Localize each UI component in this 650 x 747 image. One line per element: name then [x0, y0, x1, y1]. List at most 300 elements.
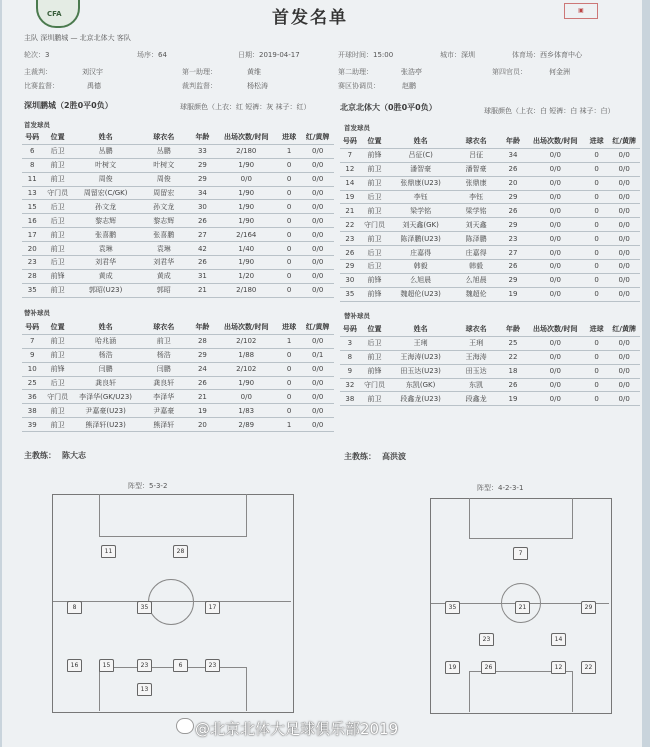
player-shirt-icon: 29: [581, 601, 596, 614]
table-cell: 25: [22, 376, 42, 390]
table-cell: 周俊: [73, 172, 138, 186]
table-cell: 前卫: [360, 204, 390, 218]
table-cell: 李泽华(GK/U23): [73, 390, 138, 404]
table-cell: 2/180: [216, 283, 277, 297]
table-cell: 1: [277, 334, 301, 348]
table-cell: 0/0: [301, 242, 334, 256]
away-coach: 主教练： 高洪波: [344, 452, 406, 461]
column-header: 红/黄牌: [608, 323, 640, 336]
table-cell: 前卫: [42, 242, 73, 256]
table-cell: 0/0: [526, 364, 585, 378]
table-cell: 0/0: [301, 283, 334, 297]
table-cell: 0/1: [301, 348, 334, 362]
column-header: 出场次数/时间: [216, 321, 277, 334]
table-row: [340, 246, 640, 260]
column-header: 球衣名: [452, 323, 500, 336]
column-header: 出场次数/时间: [526, 135, 585, 148]
player-shirt-icon: 12: [551, 661, 566, 674]
column-header: 号码: [22, 131, 42, 144]
table-cell: 前卫: [138, 334, 189, 348]
table-cell: 0/0: [526, 392, 585, 406]
player-shirt-icon: 13: [137, 683, 152, 696]
table-cell: 么旭晨: [452, 273, 500, 287]
table-cell: 2/89: [216, 418, 277, 432]
table-cell: 0/0: [301, 228, 334, 242]
table-cell: 35: [22, 283, 42, 297]
table-cell: 0/0: [301, 186, 334, 200]
table-cell: 韩毅: [389, 260, 452, 274]
table-cell: 0: [585, 260, 609, 274]
home-team-title: 深圳鹏城（2胜0平0负）: [24, 101, 113, 110]
table-cell: 0/0: [608, 162, 640, 176]
table-cell: 0: [585, 287, 609, 301]
table-cell: 王海涛(U23): [389, 350, 452, 364]
column-header: 姓名: [73, 321, 138, 334]
table-cell: 0/0: [526, 378, 585, 392]
table-cell: 孙文龙: [138, 200, 189, 214]
table-cell: 龚良轩: [73, 376, 138, 390]
player-shirt-icon: 8: [67, 601, 82, 614]
table-cell: 0/0: [526, 287, 585, 301]
table-cell: 叶树文: [138, 158, 189, 172]
table-cell: 42: [189, 242, 216, 256]
table-cell: 7: [22, 334, 42, 348]
table-cell: 梁学铭: [389, 204, 452, 218]
table-cell: 26: [500, 260, 525, 274]
table-cell: 袁琳: [73, 242, 138, 256]
table-cell: 27: [500, 246, 525, 260]
table-row: [340, 364, 640, 378]
table-cell: 0: [585, 273, 609, 287]
table-cell: 0/0: [216, 390, 277, 404]
table-cell: 12: [340, 162, 360, 176]
fourth-official-info: 第四官员： 何金洲: [492, 68, 570, 76]
table-cell: 0: [585, 204, 609, 218]
table-cell: 前卫: [360, 392, 390, 406]
table-cell: 闫鹏: [138, 362, 189, 376]
table-cell: 前卫: [42, 172, 73, 186]
table-cell: 0/0: [608, 364, 640, 378]
table-cell: 22: [500, 350, 525, 364]
table-cell: 26: [189, 256, 216, 270]
stadium-info: 体育场：西乡体育中心: [512, 51, 582, 59]
table-cell: 1/90: [216, 186, 277, 200]
table-cell: 0: [585, 190, 609, 204]
table-cell: 熊泽轩(U23): [73, 418, 138, 432]
column-header: 进球: [277, 321, 301, 334]
table-row: [22, 256, 334, 270]
table-cell: 7: [340, 148, 360, 162]
table-cell: 叶树文: [73, 158, 138, 172]
table-row: [340, 204, 640, 218]
player-shirt-icon: 7: [513, 547, 528, 560]
column-header: 年龄: [500, 135, 525, 148]
table-cell: 2/102: [216, 334, 277, 348]
column-header: 位置: [42, 131, 73, 144]
table-cell: 闫鹏: [73, 362, 138, 376]
table-cell: 后卫: [360, 260, 390, 274]
ref-supervisor-info: 裁判监督： 杨松涛: [182, 82, 268, 90]
home-starters-label: 首发球员: [24, 121, 50, 129]
table-cell: 前锋: [360, 287, 390, 301]
table-row: [22, 283, 334, 297]
table-cell: 1/40: [216, 242, 277, 256]
table-row: [22, 172, 334, 186]
table-cell: 20: [189, 418, 216, 432]
table-row: [22, 269, 334, 283]
table-cell: 0: [277, 172, 301, 186]
table-cell: 前卫: [42, 228, 73, 242]
table-cell: 0/0: [301, 418, 334, 432]
table-row: [340, 232, 640, 246]
table-cell: 0: [585, 246, 609, 260]
table-cell: 34: [500, 148, 525, 162]
table-cell: 前卫: [360, 176, 390, 190]
table-cell: 李钰: [452, 190, 500, 204]
table-cell: 前卫: [360, 162, 390, 176]
table-cell: 26: [189, 376, 216, 390]
table-cell: 庄嘉得: [452, 246, 500, 260]
player-shirt-icon: 23: [479, 633, 494, 646]
column-header: 出场次数/时间: [216, 131, 277, 144]
table-row: [340, 336, 640, 350]
table-cell: 0: [585, 218, 609, 232]
table-cell: 刘天鑫: [452, 218, 500, 232]
table-cell: 0: [585, 378, 609, 392]
table-cell: 17: [22, 228, 42, 242]
table-cell: 1/90: [216, 214, 277, 228]
table-cell: 1/90: [216, 256, 277, 270]
date-info: 日期：2019-04-17: [238, 51, 300, 59]
table-cell: 0/0: [526, 246, 585, 260]
home-colors: 球服颜色（上衣：红 短裤：灰 袜子：红）: [180, 103, 311, 111]
table-cell: 0/0: [526, 273, 585, 287]
player-shirt-icon: 21: [515, 601, 530, 614]
round-info: 轮次：3: [24, 51, 50, 59]
table-row: [22, 186, 334, 200]
table-cell: 黎志辉: [73, 214, 138, 228]
table-cell: 0/0: [301, 172, 334, 186]
column-header: 号码: [340, 323, 360, 336]
table-cell: 前锋: [360, 364, 390, 378]
column-header: 出场次数/时间: [526, 323, 585, 336]
table-cell: 后卫: [42, 200, 73, 214]
column-header: 红/黄牌: [608, 135, 640, 148]
table-cell: 郭昭: [138, 283, 189, 297]
player-shirt-icon: 14: [551, 633, 566, 646]
table-cell: 0/0: [526, 260, 585, 274]
table-cell: 田玉达: [452, 364, 500, 378]
table-cell: 田玉达(U23): [389, 364, 452, 378]
table-cell: 前卫: [360, 232, 390, 246]
table-cell: 29: [500, 190, 525, 204]
table-cell: 29: [189, 158, 216, 172]
column-header: 位置: [360, 135, 390, 148]
column-header: 号码: [340, 135, 360, 148]
table-cell: 0/0: [526, 350, 585, 364]
table-cell: 黎志辉: [138, 214, 189, 228]
table-cell: 13: [22, 186, 42, 200]
table-cell: 10: [22, 362, 42, 376]
table-cell: 29: [500, 218, 525, 232]
table-cell: 21: [340, 204, 360, 218]
away-team-title: 北京北体大（0胜0平0负）: [340, 103, 437, 112]
table-cell: 21: [189, 390, 216, 404]
column-header: 位置: [42, 321, 73, 334]
table-cell: 孙文龙: [73, 200, 138, 214]
teams-line: 主队 深圳鹏城 — 北京北体大 客队: [24, 34, 131, 42]
table-cell: 28: [189, 334, 216, 348]
table-cell: 李泽华: [138, 390, 189, 404]
table-cell: 尹嘉豪: [138, 404, 189, 418]
table-cell: 王琍: [452, 336, 500, 350]
table-cell: 23: [500, 232, 525, 246]
weibo-icon: [176, 718, 194, 734]
table-cell: 刘君华: [138, 256, 189, 270]
table-cell: 36: [22, 390, 42, 404]
table-cell: 守门员: [360, 218, 390, 232]
table-row: [340, 287, 640, 301]
table-cell: 0/0: [526, 336, 585, 350]
table-cell: 杨浩: [138, 348, 189, 362]
table-cell: 21: [189, 283, 216, 297]
table-cell: 9: [22, 348, 42, 362]
table-cell: 刘君华: [73, 256, 138, 270]
table-cell: 黄成: [138, 269, 189, 283]
table-cell: 29: [500, 273, 525, 287]
table-cell: 丛鹏: [73, 144, 138, 158]
home-center-circle: [148, 579, 194, 625]
home-starters-table: [22, 131, 334, 298]
table-cell: 8: [340, 350, 360, 364]
column-header: 年龄: [189, 321, 216, 334]
table-row: [22, 214, 334, 228]
table-cell: 0/0: [526, 218, 585, 232]
table-cell: 吕征(C): [389, 148, 452, 162]
table-cell: 0/0: [301, 158, 334, 172]
table-cell: 守门员: [42, 390, 73, 404]
table-cell: 25: [500, 336, 525, 350]
table-cell: 0/0: [608, 273, 640, 287]
cfa-logo-icon: CFA: [36, 0, 80, 28]
table-cell: 0/0: [216, 172, 277, 186]
table-cell: 0/0: [301, 376, 334, 390]
table-cell: 0/0: [608, 148, 640, 162]
table-cell: 张鼎康(U23): [389, 176, 452, 190]
away-starters-table: [340, 135, 640, 302]
table-cell: 2/180: [216, 144, 277, 158]
table-cell: 潘智豪: [389, 162, 452, 176]
table-cell: 张喜鹏: [138, 228, 189, 242]
table-cell: 0: [277, 269, 301, 283]
table-row: [22, 376, 334, 390]
column-header: 年龄: [500, 323, 525, 336]
table-cell: 0: [585, 232, 609, 246]
kickoff-info: 开球时间：15:00: [338, 51, 394, 59]
table-header-row: [22, 321, 334, 334]
table-cell: 27: [189, 228, 216, 242]
table-cell: 0/0: [608, 287, 640, 301]
table-cell: 0: [585, 392, 609, 406]
table-row: [340, 260, 640, 274]
table-cell: 前锋: [360, 273, 390, 287]
table-cell: 35: [340, 287, 360, 301]
table-cell: 庄嘉得: [389, 246, 452, 260]
table-row: [22, 158, 334, 172]
column-header: 球衣名: [138, 131, 189, 144]
table-cell: 6: [22, 144, 42, 158]
table-cell: 8: [22, 158, 42, 172]
column-header: 红/黄牌: [301, 131, 334, 144]
table-cell: 后卫: [42, 214, 73, 228]
player-shirt-icon: 16: [67, 659, 82, 672]
table-row: [340, 378, 640, 392]
table-cell: 0: [277, 158, 301, 172]
table-cell: 0/0: [301, 334, 334, 348]
table-cell: 0/0: [301, 390, 334, 404]
table-cell: 后卫: [360, 246, 390, 260]
table-cell: 29: [189, 348, 216, 362]
player-shirt-icon: 22: [581, 661, 596, 674]
table-cell: 0/0: [526, 232, 585, 246]
table-cell: 0: [277, 390, 301, 404]
table-cell: 11: [22, 172, 42, 186]
table-cell: 前卫: [42, 404, 73, 418]
ar2-info: 第二助理： 张浩亭: [338, 68, 422, 76]
table-cell: 潘智豪: [452, 162, 500, 176]
table-cell: 26: [500, 378, 525, 392]
table-cell: 前卫: [42, 348, 73, 362]
column-header: 姓名: [389, 135, 452, 148]
player-shirt-icon: 11: [101, 545, 116, 558]
table-cell: 0/0: [526, 190, 585, 204]
table-cell: 0: [277, 404, 301, 418]
table-cell: 26: [189, 214, 216, 228]
table-cell: 0: [277, 376, 301, 390]
watermark: @北京北体大足球俱乐部2019: [195, 720, 399, 738]
home-top-box: [99, 494, 247, 537]
table-cell: 15: [22, 200, 42, 214]
player-shirt-icon: 6: [173, 659, 188, 672]
away-top-box: [469, 498, 573, 539]
table-cell: 守门员: [42, 186, 73, 200]
table-cell: 0/0: [608, 378, 640, 392]
table-cell: 魏超伦: [452, 287, 500, 301]
column-header: 球衣名: [452, 135, 500, 148]
table-cell: 29: [340, 260, 360, 274]
table-cell: 16: [22, 214, 42, 228]
table-cell: 东凯(GK): [389, 378, 452, 392]
table-cell: 吕征: [452, 148, 500, 162]
supervisor-info: 比赛监督： 禹德: [24, 82, 101, 90]
table-cell: 0: [277, 283, 301, 297]
table-cell: 2/102: [216, 362, 277, 376]
table-cell: 0/0: [526, 204, 585, 218]
table-cell: 2/164: [216, 228, 277, 242]
column-header: 球衣名: [138, 321, 189, 334]
table-cell: 23: [340, 232, 360, 246]
table-cell: 熊泽轩: [138, 418, 189, 432]
table-row: [340, 162, 640, 176]
table-cell: 1/88: [216, 348, 277, 362]
away-subs-table: [340, 323, 640, 406]
table-cell: 尹嘉豪(U23): [73, 404, 138, 418]
column-header: 进球: [277, 131, 301, 144]
away-formation: 阵型：4-2-3-1: [477, 484, 524, 492]
table-cell: 0: [585, 148, 609, 162]
table-cell: 0: [277, 242, 301, 256]
table-cell: 郭昭(U23): [73, 283, 138, 297]
table-cell: 1/90: [216, 158, 277, 172]
table-cell: 李钰: [389, 190, 452, 204]
table-cell: 前锋: [360, 148, 390, 162]
city-info: 城市：深圳: [440, 51, 475, 59]
table-cell: 0/0: [301, 362, 334, 376]
table-cell: 18: [500, 364, 525, 378]
table-row: [22, 404, 334, 418]
table-cell: 周留宏: [138, 186, 189, 200]
table-cell: 0/0: [608, 336, 640, 350]
table-cell: 么旭晨: [389, 273, 452, 287]
away-colors: 球服颜色（上衣：白 短裤：白 袜子：白）: [484, 107, 615, 115]
table-cell: 0/0: [526, 162, 585, 176]
table-cell: 32: [340, 378, 360, 392]
table-cell: 陈泽鹏: [452, 232, 500, 246]
page-title: 首发名单: [272, 8, 348, 28]
table-cell: 段鑫龙: [452, 392, 500, 406]
table-row: [340, 273, 640, 287]
player-shirt-icon: 35: [445, 601, 460, 614]
table-row: [22, 334, 334, 348]
home-bottom-box: [99, 667, 247, 711]
column-header: 进球: [585, 135, 609, 148]
table-cell: 26: [340, 246, 360, 260]
match-no-info: 场序：64: [137, 51, 167, 59]
table-cell: 0/0: [526, 148, 585, 162]
home-formation: 阵型：5-3-2: [128, 482, 168, 490]
away-bottom-box: [469, 671, 573, 712]
table-header-row: [22, 131, 334, 144]
table-cell: 0: [585, 176, 609, 190]
away-pitch: [430, 498, 612, 714]
column-header: 年龄: [189, 131, 216, 144]
table-cell: 龚良轩: [138, 376, 189, 390]
table-cell: 前锋: [42, 269, 73, 283]
table-cell: 后卫: [360, 190, 390, 204]
away-starters-label: 首发球员: [344, 124, 370, 132]
table-cell: 0: [277, 348, 301, 362]
table-row: [340, 392, 640, 406]
table-cell: 0/0: [608, 218, 640, 232]
table-cell: 0: [585, 162, 609, 176]
table-cell: 后卫: [42, 376, 73, 390]
table-row: [22, 348, 334, 362]
table-cell: 20: [22, 242, 42, 256]
table-cell: 守门员: [360, 378, 390, 392]
table-row: [22, 362, 334, 376]
home-coach: 主教练： 陈大志: [24, 451, 86, 460]
table-cell: 0: [277, 362, 301, 376]
table-cell: 26: [500, 162, 525, 176]
table-cell: 38: [340, 392, 360, 406]
table-cell: 1: [277, 418, 301, 432]
table-cell: 3: [340, 336, 360, 350]
table-cell: 0/0: [301, 256, 334, 270]
table-cell: 东凯: [452, 378, 500, 392]
table-cell: 王琍: [389, 336, 452, 350]
table-row: [22, 418, 334, 432]
table-cell: 29: [189, 172, 216, 186]
